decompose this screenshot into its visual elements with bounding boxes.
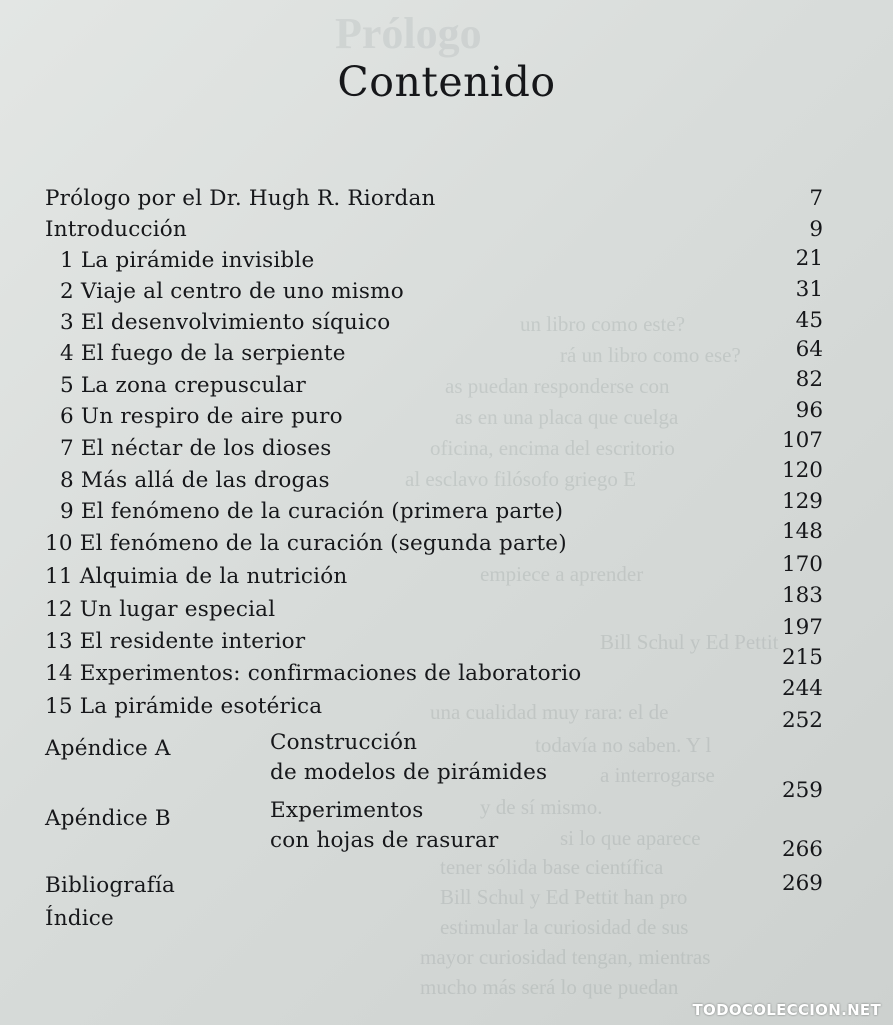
appendix-label: Apéndice A <box>45 736 171 761</box>
toc-entry-page: 107 <box>781 428 823 453</box>
toc-entry <box>0 458 893 498</box>
toc-entry-label: Bibliografía <box>45 873 176 898</box>
toc-entry <box>0 873 893 903</box>
toc-entry-page: 21 <box>795 246 823 271</box>
toc-entry-label: 4 El fuego de la serpiente <box>60 341 346 366</box>
toc-entry-page: 45 <box>795 308 823 333</box>
ghost-line: mayor curiosidad tengan, mientras <box>420 945 711 969</box>
toc-entry-page: 252 <box>781 708 823 733</box>
toc-entry-label: 2 Viaje al centro de uno mismo <box>60 279 404 304</box>
appendix-entry-page <box>0 778 893 808</box>
toc-entry <box>0 583 893 627</box>
ghost-line: mucho más será lo que puedan <box>420 975 679 999</box>
ghost-line: as en una placa que cuelga <box>455 405 679 429</box>
ghost-line: empiece a aprender <box>480 562 644 586</box>
ghost-line: a interrogarse <box>600 763 715 787</box>
ghost-line: Bill Schul y Ed Pettit han pro <box>440 885 688 909</box>
ghost-line: estimular la curiosidad de sus <box>440 915 689 939</box>
toc-entry-label: 1 La pirámide invisible <box>60 248 315 273</box>
toc-entry-label: Introducción <box>45 217 187 242</box>
page-title: Contenido <box>337 58 556 106</box>
toc-entry-page: 266 <box>781 837 823 862</box>
ghost-line: si lo que aparece <box>560 826 701 850</box>
ghost-line: todavía no saben. Y l <box>535 733 712 757</box>
ghost-line: una cualidad muy rara: el de <box>430 700 669 724</box>
toc-entry-label: Índice <box>45 906 114 931</box>
ghost-line: un libro como este? <box>520 312 686 336</box>
toc-entry-label: 9 El fenómeno de la curación (primera parte) <box>60 499 564 524</box>
ghost-line: oficina, encima del escritorio <box>430 436 675 460</box>
ghost-line: as puedan responderse con <box>445 374 670 398</box>
toc-entry-label: 14 Experimentos: confirmaciones de laboratorio <box>45 661 582 686</box>
toc-entry-label: 8 Más allá de las drogas <box>60 468 330 493</box>
toc-entry <box>0 398 893 434</box>
toc-entry <box>0 645 893 691</box>
toc-entry <box>0 615 893 659</box>
toc-entry-page: 244 <box>781 676 823 701</box>
appendix-title-line2: con hojas de rasurar <box>270 828 499 853</box>
toc-entry <box>0 489 893 529</box>
toc-entry <box>0 708 893 738</box>
toc-entry <box>0 906 893 936</box>
ghost-line: al esclavo filósofo griego E <box>405 467 636 491</box>
toc-entry-page: 183 <box>781 583 823 608</box>
toc-entry <box>0 428 893 466</box>
ghost-line: Bill Schul y Ed Pettit <box>600 630 779 654</box>
toc-entry <box>0 310 893 340</box>
toc-entry-label: 11 Alquimia de la nutrición <box>45 564 348 589</box>
toc-entry-page: 9 <box>809 217 823 242</box>
toc-entry <box>0 186 893 216</box>
toc-entry-label: 15 La pirámide esotérica <box>45 694 323 719</box>
toc-entry-page: 170 <box>781 552 823 577</box>
toc-entry-label: Prólogo por el Dr. Hugh R. Riordan <box>45 186 436 211</box>
watermark: TODOCOLECCION.NET <box>692 1001 881 1019</box>
toc-entry <box>0 337 893 371</box>
toc-entry-page: 148 <box>781 519 823 544</box>
toc-entry-label: 7 El néctar de los dioses <box>60 436 332 461</box>
toc-entry-label: 3 El desenvolvimiento síquico <box>60 310 391 335</box>
appendix-title-line1: Construcción <box>270 730 418 755</box>
toc-entry <box>0 367 893 403</box>
toc-entry <box>0 519 893 561</box>
toc-entry <box>0 552 893 594</box>
toc-entry-page: 7 <box>809 186 823 211</box>
ghost-line: rá un libro como ese? <box>560 343 741 367</box>
toc-entry-label: 12 Un lugar especial <box>45 597 276 622</box>
toc-entry-page: 31 <box>795 277 823 302</box>
toc-entry-label: 5 La zona crepuscular <box>60 373 306 398</box>
toc-entry-label: 10 El fenómeno de la curación (segunda parte) <box>45 531 567 556</box>
toc-entry-page: 269 <box>781 871 823 896</box>
toc-entry-page: 120 <box>781 458 823 483</box>
ghost-title: Prólogo <box>335 9 482 58</box>
ghost-line: tener sólida base científica <box>440 855 664 879</box>
toc-entry <box>0 279 893 309</box>
appendix-label: Apéndice B <box>45 806 171 831</box>
appendix-entry-page <box>0 837 893 867</box>
toc-entry-page: 215 <box>781 645 823 670</box>
ghost-line: y de sí mismo. <box>480 795 603 819</box>
appendix-title-line2: de modelos de pirámides <box>270 760 548 785</box>
toc-entry-page: 96 <box>795 398 823 423</box>
toc-entry <box>0 217 893 247</box>
toc-entry-page: 64 <box>795 337 823 362</box>
toc-entry-page: 197 <box>781 615 823 640</box>
toc-entry <box>0 248 893 278</box>
toc-entry-page: 82 <box>795 367 823 392</box>
toc-entry-page: 129 <box>781 489 823 514</box>
toc-entry-label: 13 El residente interior <box>45 629 306 654</box>
appendix-title-line1: Experimentos <box>270 798 424 823</box>
toc-entry-label: 6 Un respiro de aire puro <box>60 404 343 429</box>
toc-entry-page: 259 <box>781 778 823 803</box>
